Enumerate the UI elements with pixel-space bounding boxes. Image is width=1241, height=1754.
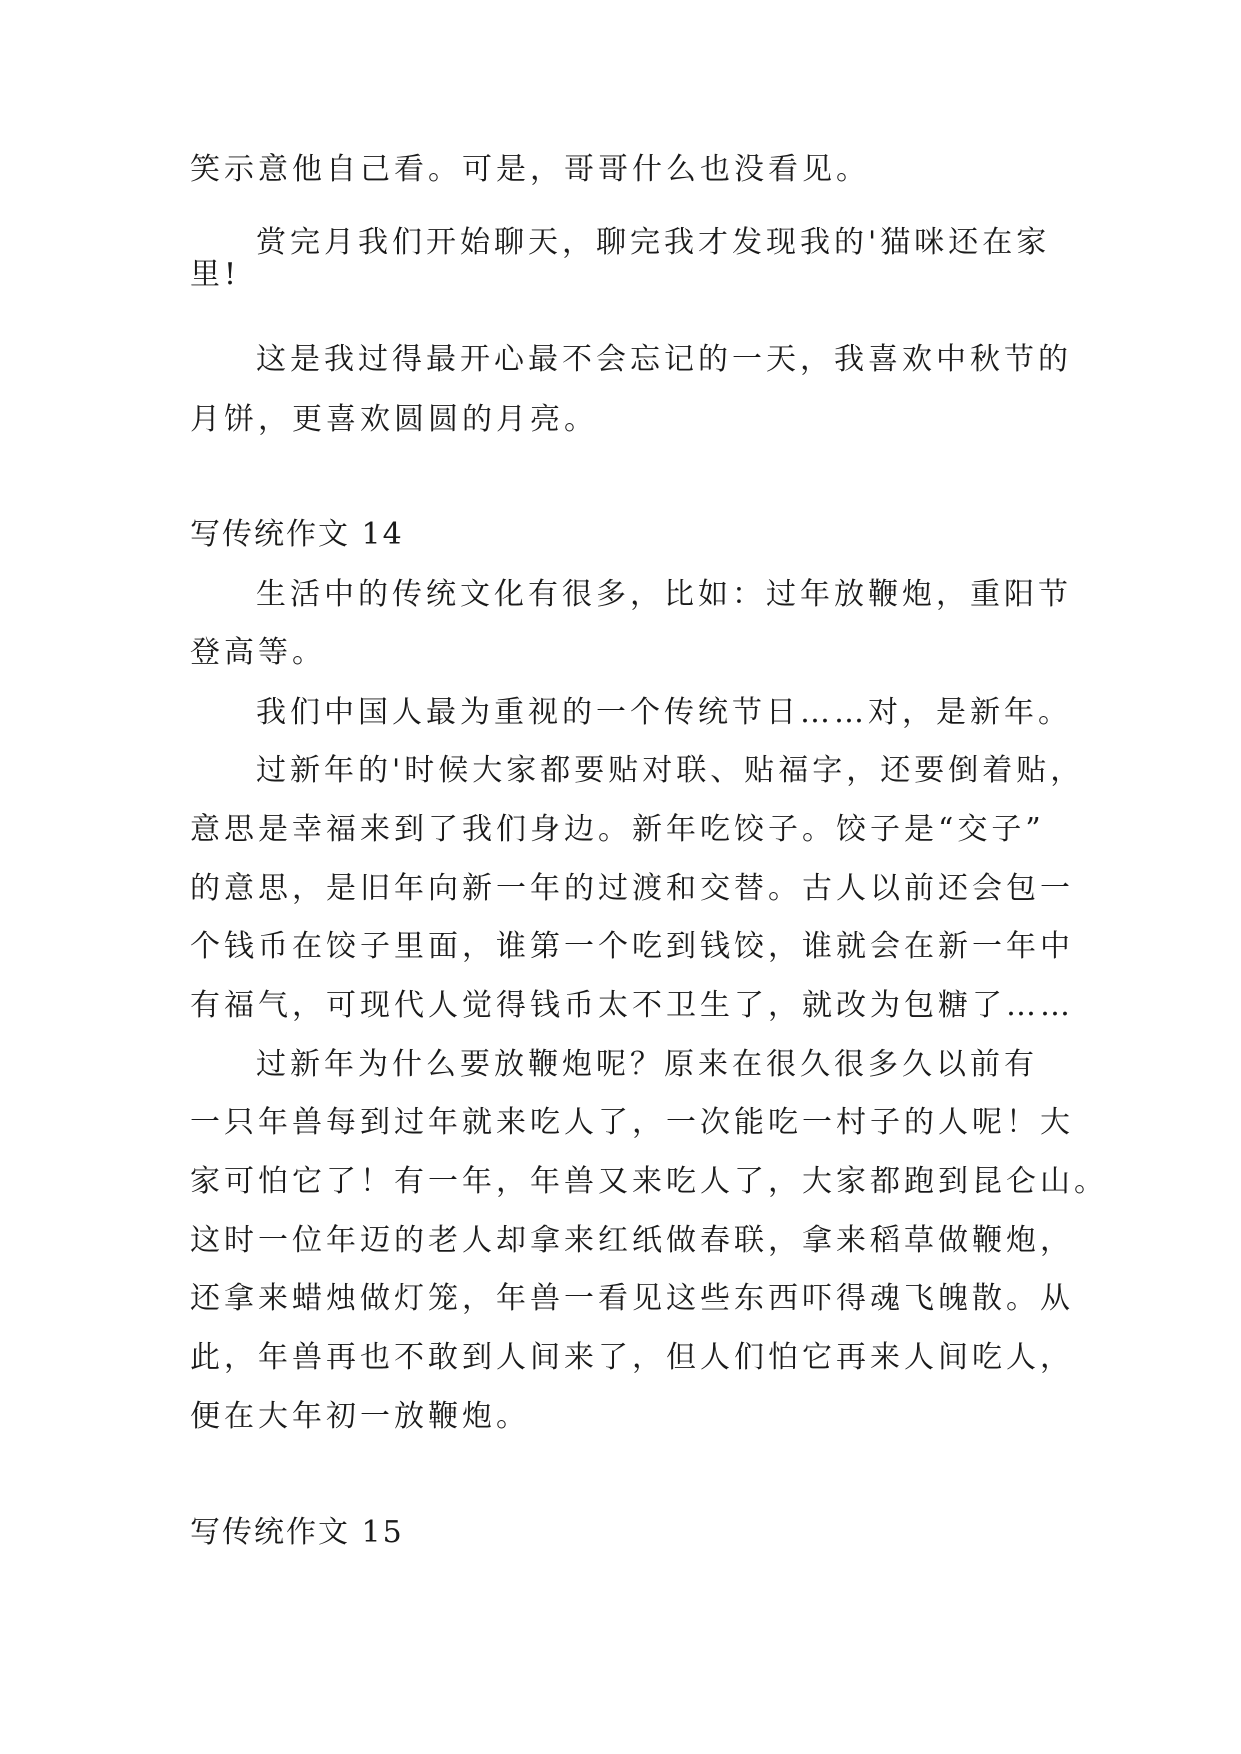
text-line: 有福气，可现代人觉得钱币太不卫生了，就改为包糖了……: [190, 988, 1074, 1023]
text-line: 笑示意他自己看。可是，哥哥什么也没看见。: [190, 152, 870, 187]
text-line: 我们中国人最为重视的一个传统节日……对，是新年。: [256, 695, 1072, 730]
text-line: 便在大年初一放鞭炮。: [190, 1399, 530, 1434]
text-line: 个钱币在饺子里面，谁第一个吃到钱饺，谁就会在新一年中: [190, 929, 1074, 964]
text-line: 还拿来蜡烛做灯笼，年兽一看见这些东西吓得魂飞魄散。从: [190, 1281, 1074, 1316]
text-line: 赏完月我们开始聊天，聊完我才发现我的'猫咪还在家: [256, 225, 1051, 260]
text-line: 过新年的'时候大家都要贴对联、贴福字，还要倒着贴，: [256, 753, 1085, 788]
text-line: 家可怕它了！有一年，年兽又来吃人了，大家都跑到昆仑山。: [190, 1164, 1108, 1199]
text-line: 生活中的传统文化有很多，比如：过年放鞭炮，重阳节: [256, 577, 1072, 612]
text-line: 一只年兽每到过年就来吃人了，一次能吃一村子的人呢！大: [190, 1105, 1074, 1140]
text-line: 意思是幸福来到了我们身边。新年吃饺子。饺子是“交子”: [190, 812, 1045, 847]
text-line: 的意思，是旧年向新一年的过渡和交替。古人以前还会包一: [190, 871, 1074, 906]
text-line: 登高等。: [190, 635, 326, 670]
text-line: 这是我过得最开心最不会忘记的一天，我喜欢中秋节的: [256, 342, 1072, 377]
text-line: 月饼，更喜欢圆圆的月亮。: [190, 402, 598, 437]
text-line: 过新年为什么要放鞭炮呢？原来在很久很多久以前有: [256, 1047, 1038, 1082]
text-line: 这时一位年迈的老人却拿来红纸做春联，拿来稻草做鞭炮，: [190, 1223, 1074, 1258]
section-heading: 写传统作文 15: [190, 1515, 404, 1550]
section-heading: 写传统作文 14: [190, 517, 404, 552]
text-line: 里!: [190, 257, 241, 292]
text-line: 此，年兽再也不敢到人间来了，但人们怕它再来人间吃人，: [190, 1340, 1074, 1375]
